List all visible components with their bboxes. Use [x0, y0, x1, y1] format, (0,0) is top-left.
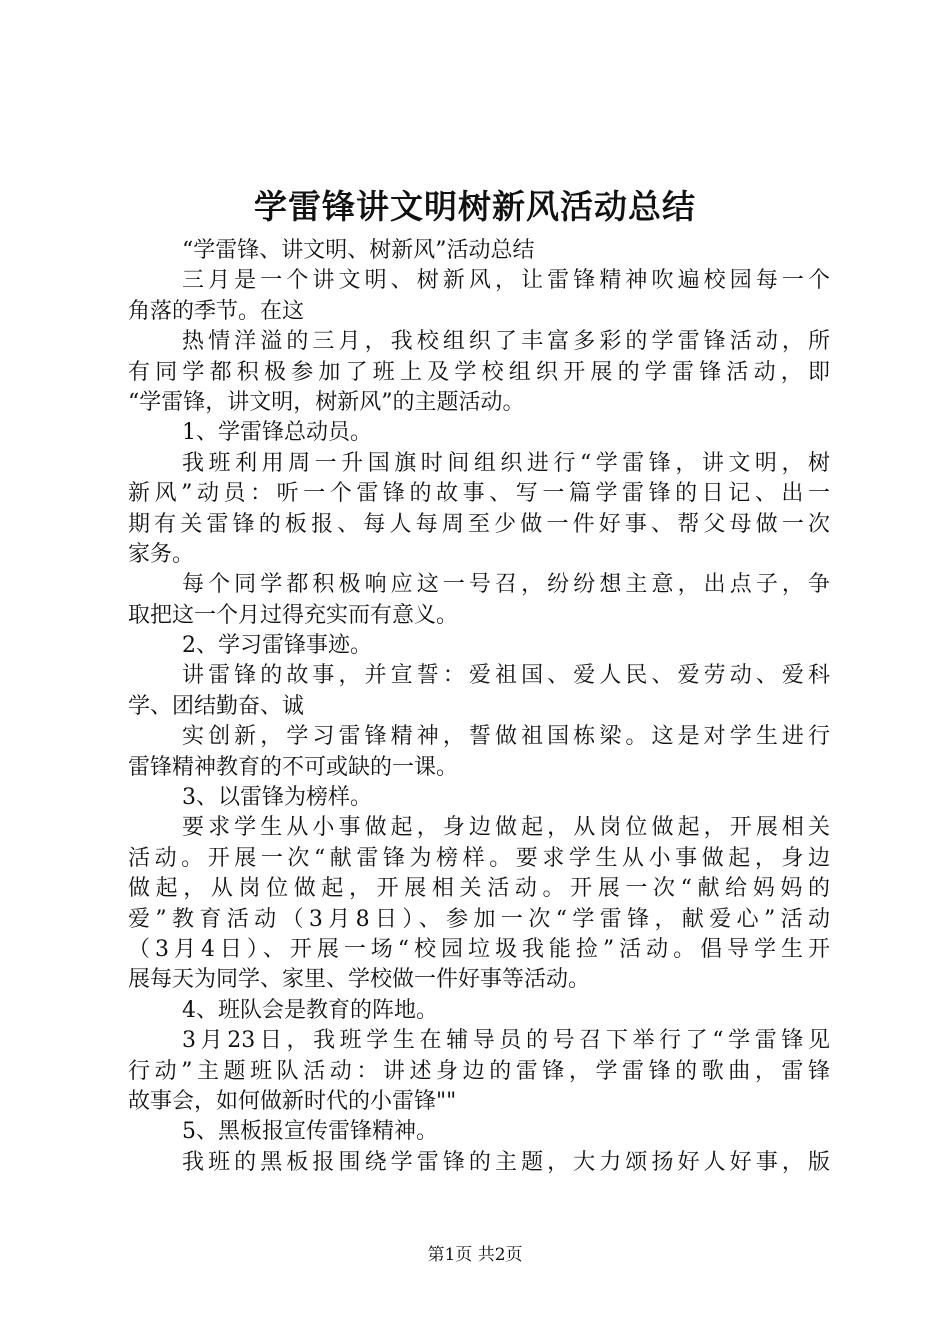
paragraph-line: 每个同学都积极响应这一号召，纷纷想主意，出点子，争 — [182, 572, 830, 598]
paragraph-line: 家务。 — [128, 541, 195, 567]
paragraph-line: 三月是一个讲文明、树新风，让雷锋精神吹遍校园每一个 — [182, 268, 830, 294]
document-title: 学雷锋讲文明树新风活动总结 — [254, 187, 696, 226]
paragraph-line: 要求学生从小事做起，身边做起，从岗位做起，开展相关 — [182, 815, 830, 841]
paragraph-line: 我班的黑板报围绕学雷锋的主题，大力颂扬好人好事，版 — [182, 1149, 830, 1175]
section-heading: 4、班队会是教育的阵地。 — [182, 997, 438, 1023]
paragraph-line: 学、团结勤奋、诚 — [128, 693, 305, 719]
section-heading: 2、学习雷锋事迹。 — [182, 633, 372, 659]
paragraph-line: 爱”教育活动（3月8日）、参加一次“学雷锋，献爱心”活动 — [128, 906, 830, 932]
paragraph-line: 雷锋精神教育的不可或缺的一课。 — [128, 754, 459, 780]
paragraph-line: 行动”主题班队活动：讲述身边的雷锋，学雷锋的歌曲，雷锋 — [128, 1058, 830, 1084]
paragraph-line: 做起，从岗位做起，开展相关活动。开展一次“献给妈妈的 — [128, 876, 830, 902]
paragraph-line: （3月4日）、开展一场“校园垃圾我能捡”活动。倡导学生开 — [128, 936, 830, 962]
paragraph-line: 角落的季节。在这 — [128, 298, 305, 324]
paragraph-line: 展每天为同学、家里、学校做一件好事等活动。 — [128, 967, 591, 993]
paragraph-line: “学雷锋、讲文明、树新风”活动总结 — [182, 238, 535, 263]
section-heading: 1、学雷锋总动员。 — [182, 420, 372, 446]
paragraph-line: 实创新，学习雷锋精神，誓做祖国栋梁。这是对学生进行 — [182, 724, 830, 750]
paragraph-line: 活动。开展一次“献雷锋为榜样。要求学生从小事做起，身边 — [128, 845, 830, 871]
paragraph-line: 热情洋溢的三月，我校组织了丰富多彩的学雷锋活动，所 — [182, 329, 830, 355]
paragraph-line: 3月23日，我班学生在辅导员的号召下举行了“学雷锋见 — [182, 1028, 830, 1054]
paragraph-line: 期有关雷锋的板报、每人每周至少做一件好事、帮父母做一次 — [128, 511, 830, 537]
section-heading: 5、黑板报宣传雷锋精神。 — [182, 1119, 438, 1145]
paragraph-line: 故事会，如何做新时代的小雷锋"" — [128, 1088, 457, 1114]
paragraph-line: 取把这一个月过得充实而有意义。 — [128, 602, 459, 628]
paragraph-line: 新风”动员：听一个雷锋的故事、写一篇学雷锋的日记、出一 — [128, 481, 830, 507]
page-number-footer: 第1页 共2页 — [427, 1245, 523, 1265]
paragraph-line: 我班利用周一升国旗时间组织进行“学雷锋，讲文明，树 — [182, 450, 830, 476]
paragraph-line: 有同学都积极参加了班上及学校组织开展的学雷锋活动，即 — [128, 359, 830, 385]
paragraph-line: “学雷锋，讲文明，树新风”的主题活动。 — [128, 389, 525, 415]
paragraph-line: 讲雷锋的故事，并宣誓：爱祖国、爱人民、爱劳动、爱科 — [182, 663, 830, 689]
section-heading: 3、以雷锋为榜样。 — [182, 785, 372, 811]
document-body — [128, 236, 830, 1178]
